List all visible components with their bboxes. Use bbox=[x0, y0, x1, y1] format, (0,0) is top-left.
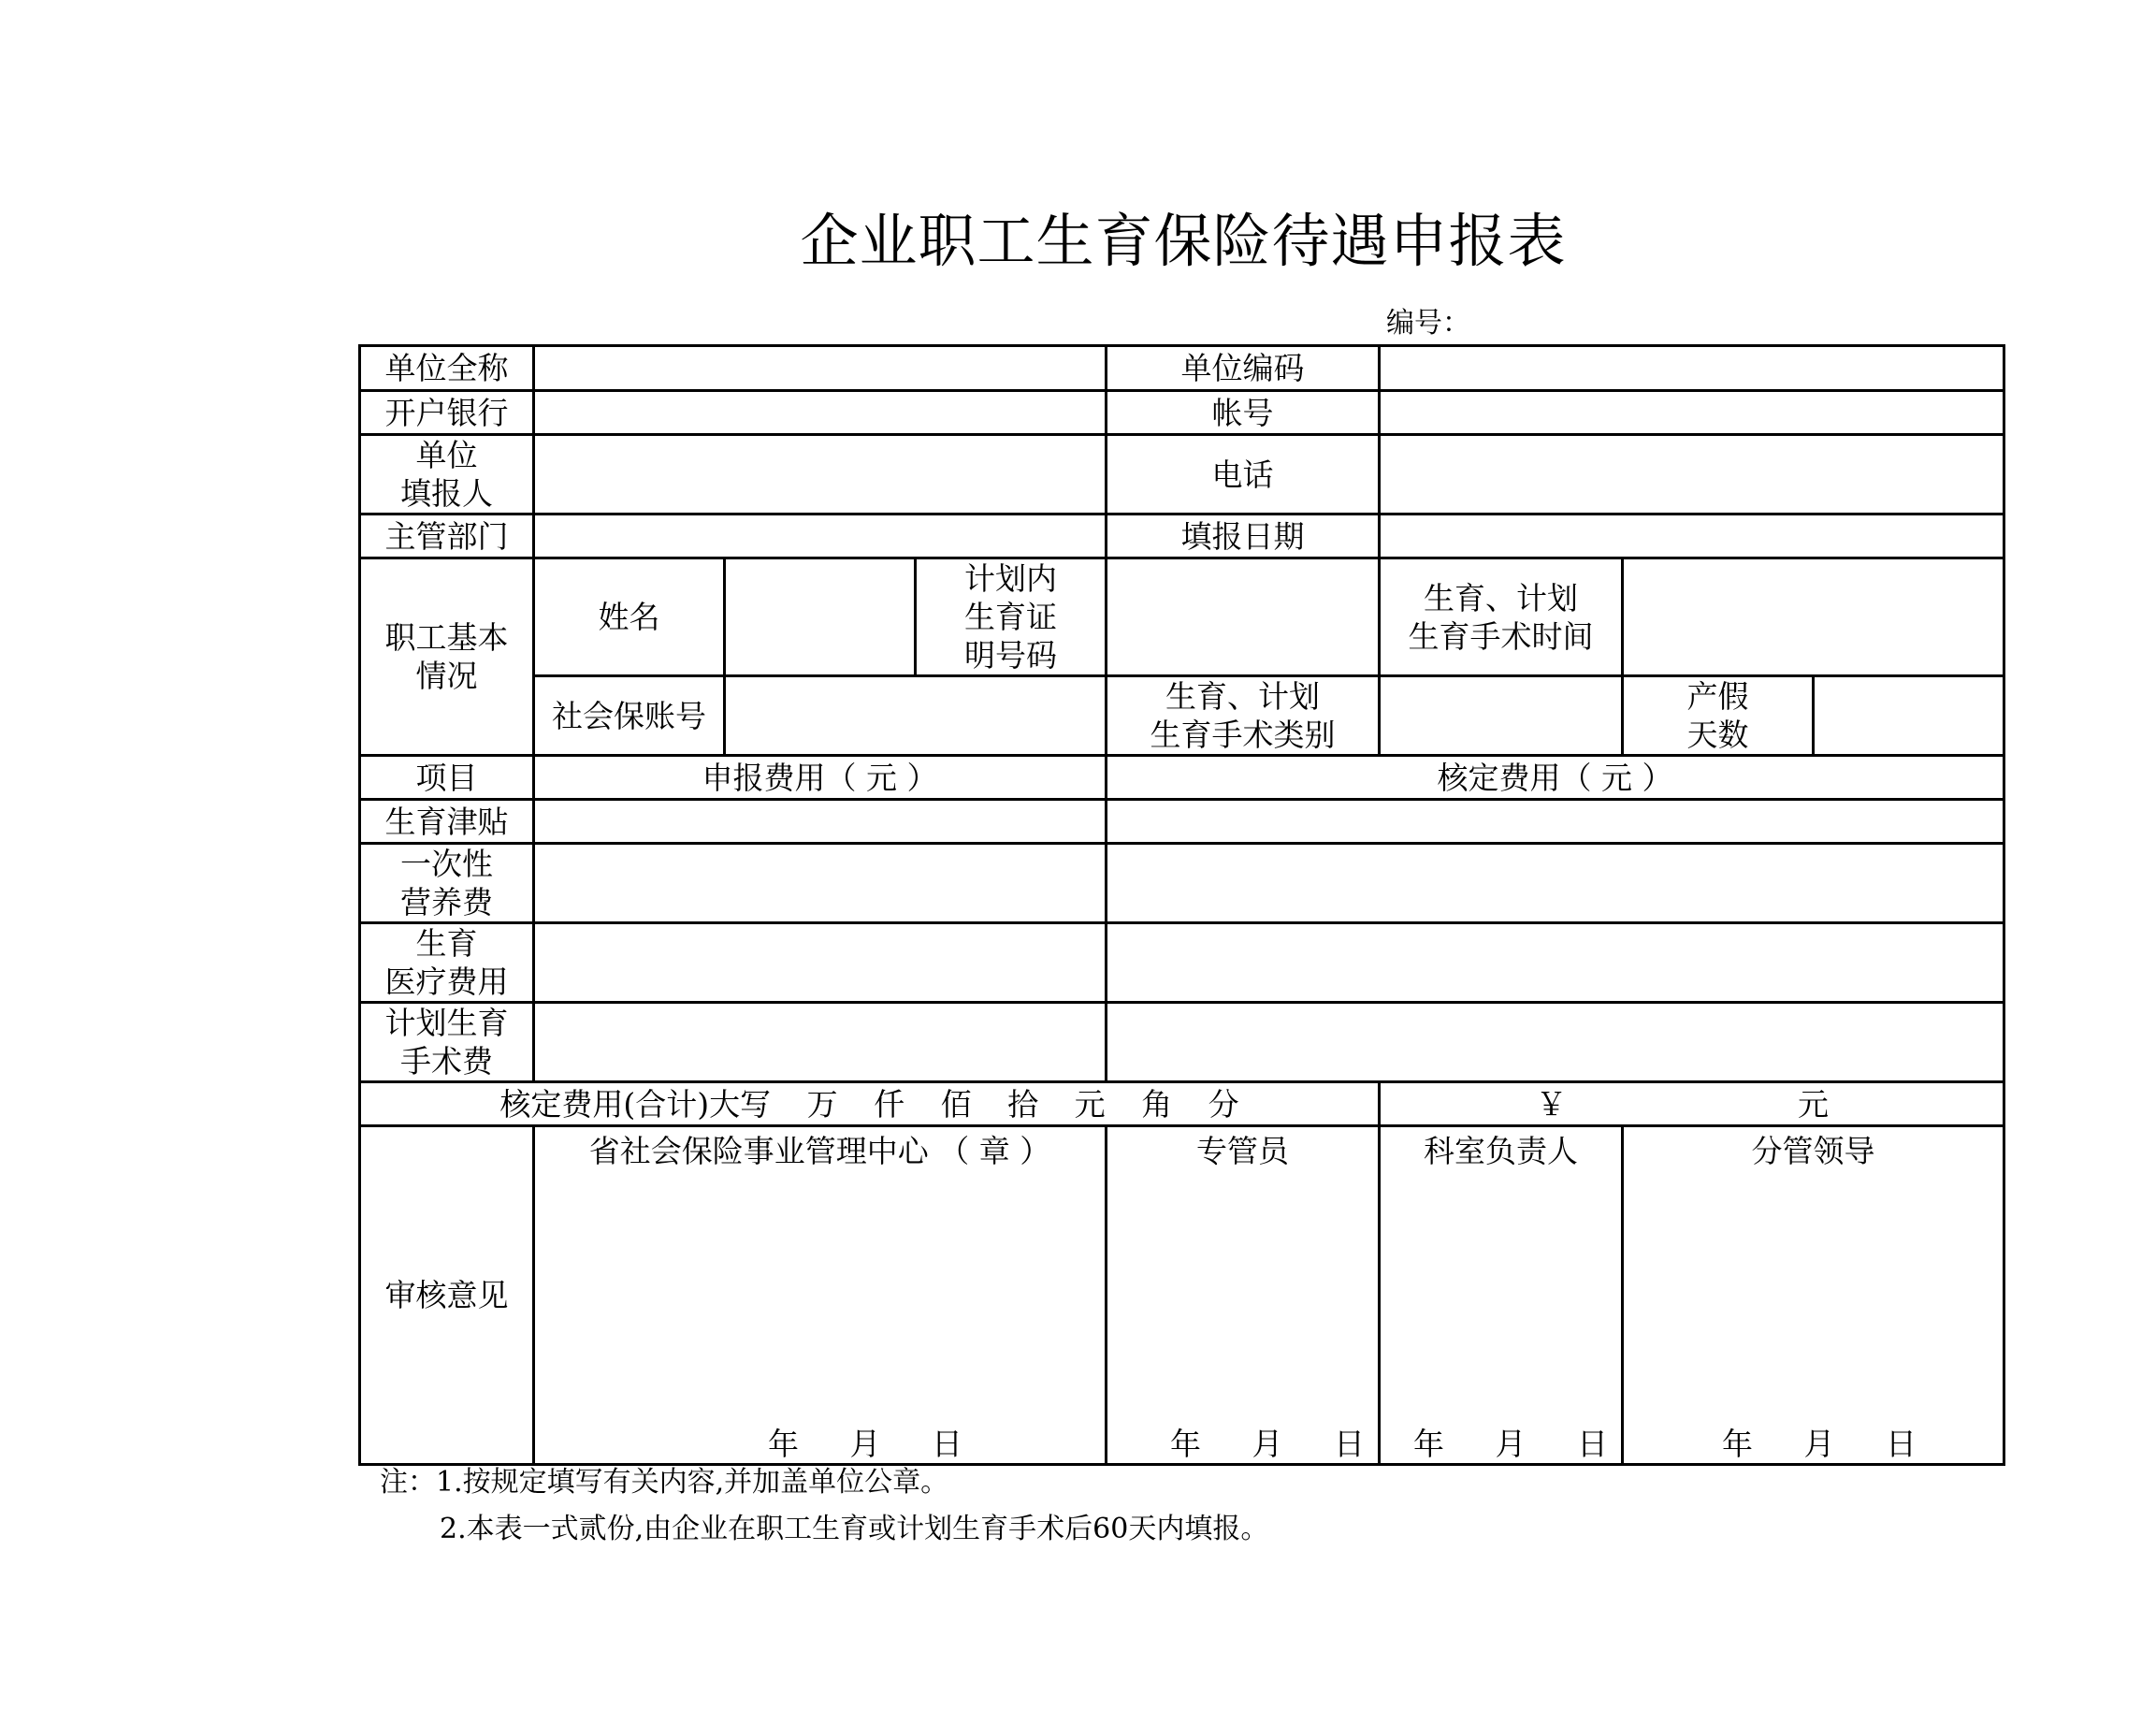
plan-cert-field[interactable] bbox=[1107, 558, 1380, 676]
birth-time-field[interactable] bbox=[1623, 558, 2004, 676]
row-department bbox=[360, 514, 2004, 558]
surgery-approved-field[interactable] bbox=[1107, 1003, 2004, 1082]
leader-label: 分管领导 bbox=[1751, 1132, 1875, 1169]
nutrition-declared-field[interactable] bbox=[534, 844, 1107, 923]
social-id-label: 社会保账号 bbox=[534, 676, 725, 756]
unit-code-label: 单位编码 bbox=[1107, 346, 1380, 391]
birth-type-field[interactable] bbox=[1380, 676, 1623, 756]
center-date: 年 月 日 bbox=[768, 1425, 964, 1462]
row-staff-1 bbox=[360, 558, 2004, 676]
review-label: 审核意见 bbox=[360, 1126, 534, 1465]
unit-name-label: 单位全称 bbox=[360, 346, 534, 391]
report-date-field[interactable] bbox=[1380, 514, 2004, 558]
total-in-words-label[interactable]: 核定费用(合计)大写 万 仟 佰 拾 元 角 分 bbox=[360, 1082, 1380, 1126]
row-reporter bbox=[360, 435, 2004, 514]
plan-cert-label: 计划内 生育证 明号码 bbox=[916, 558, 1107, 676]
department-field[interactable] bbox=[534, 514, 1107, 558]
approved-fee-header: 核定费用（ 元 ） bbox=[1107, 756, 2004, 800]
report-date-label: 填报日期 bbox=[1107, 514, 1380, 558]
section-head-date: 年 月 日 bbox=[1413, 1425, 1610, 1462]
notes bbox=[380, 1459, 1268, 1553]
section-head-label: 科室负责人 bbox=[1424, 1132, 1578, 1169]
officer-signature-cell[interactable] bbox=[1107, 1126, 1380, 1465]
section-head-signature-cell[interactable] bbox=[1380, 1126, 1623, 1465]
officer-label: 专管员 bbox=[1196, 1132, 1289, 1169]
birth-type-label: 生育、计划 生育手术类别 bbox=[1107, 676, 1380, 756]
staff-info-label: 职工基本 情况 bbox=[360, 558, 534, 756]
total-amount-field[interactable] bbox=[1380, 1082, 2004, 1126]
leader-date: 年 月 日 bbox=[1722, 1425, 1918, 1462]
nutrition-label: 一次性 营养费 bbox=[360, 844, 534, 923]
center-signature-cell[interactable] bbox=[534, 1126, 1107, 1465]
birth-time-label: 生育、计划 生育手术时间 bbox=[1380, 558, 1623, 676]
reporter-label: 单位 填报人 bbox=[360, 435, 534, 514]
item-label: 项目 bbox=[360, 756, 534, 800]
officer-date: 年 月 日 bbox=[1170, 1425, 1367, 1462]
declared-fee-header: 申报费用（ 元 ） bbox=[534, 756, 1107, 800]
surgery-label: 计划生育 手术费 bbox=[360, 1003, 534, 1082]
row-surgery bbox=[360, 1003, 2004, 1082]
serial-number-label: 编号： bbox=[1386, 307, 1470, 340]
allowance-label: 生育津贴 bbox=[360, 800, 534, 844]
phone-field[interactable] bbox=[1380, 435, 2004, 514]
leader-signature-cell[interactable] bbox=[1623, 1126, 2004, 1465]
account-label: 帐号 bbox=[1107, 391, 1380, 435]
allowance-approved-field[interactable] bbox=[1107, 800, 2004, 844]
unit-code-field[interactable] bbox=[1380, 346, 2004, 391]
medical-approved-field[interactable] bbox=[1107, 923, 2004, 1003]
application-form-table bbox=[358, 344, 2005, 1466]
surgery-declared-field[interactable] bbox=[534, 1003, 1107, 1082]
form-title: 企业职工生育保险待遇申报表 bbox=[800, 207, 1567, 275]
bank-label: 开户银行 bbox=[360, 391, 534, 435]
row-review bbox=[360, 1126, 2004, 1465]
row-unit-name bbox=[360, 346, 2004, 391]
name-field[interactable] bbox=[725, 558, 916, 676]
bank-field[interactable] bbox=[534, 391, 1107, 435]
medical-label: 生育 医疗费用 bbox=[360, 923, 534, 1003]
medical-declared-field[interactable] bbox=[534, 923, 1107, 1003]
leave-days-label: 产假 天数 bbox=[1623, 676, 1814, 756]
allowance-declared-field[interactable] bbox=[534, 800, 1107, 844]
leave-days-field[interactable] bbox=[1814, 676, 2004, 756]
row-total bbox=[360, 1082, 2004, 1126]
center-seal-label: 省社会保险事业管理中心 （ 章 ） bbox=[588, 1132, 1051, 1169]
yuan-label: 元 bbox=[1798, 1085, 1829, 1123]
account-field[interactable] bbox=[1380, 391, 2004, 435]
row-medical bbox=[360, 923, 2004, 1003]
row-staff-2 bbox=[360, 676, 2004, 756]
reporter-field[interactable] bbox=[534, 435, 1107, 514]
social-id-field[interactable] bbox=[725, 676, 1107, 756]
name-label: 姓名 bbox=[534, 558, 725, 676]
note-1: 注：1.按规定填写有关内容,并加盖单位公章。 bbox=[380, 1466, 949, 1499]
department-label: 主管部门 bbox=[360, 514, 534, 558]
phone-label: 电话 bbox=[1107, 435, 1380, 514]
row-bank bbox=[360, 391, 2004, 435]
row-fee-header bbox=[360, 756, 2004, 800]
row-allowance bbox=[360, 800, 2004, 844]
note-2: 2.本表一式贰份,由企业在职工生育或计划生育手术后60天内填报。 bbox=[440, 1513, 1269, 1545]
yen-symbol: ￥ bbox=[1536, 1085, 1567, 1123]
nutrition-approved-field[interactable] bbox=[1107, 844, 2004, 923]
unit-name-field[interactable] bbox=[534, 346, 1107, 391]
row-nutrition bbox=[360, 844, 2004, 923]
